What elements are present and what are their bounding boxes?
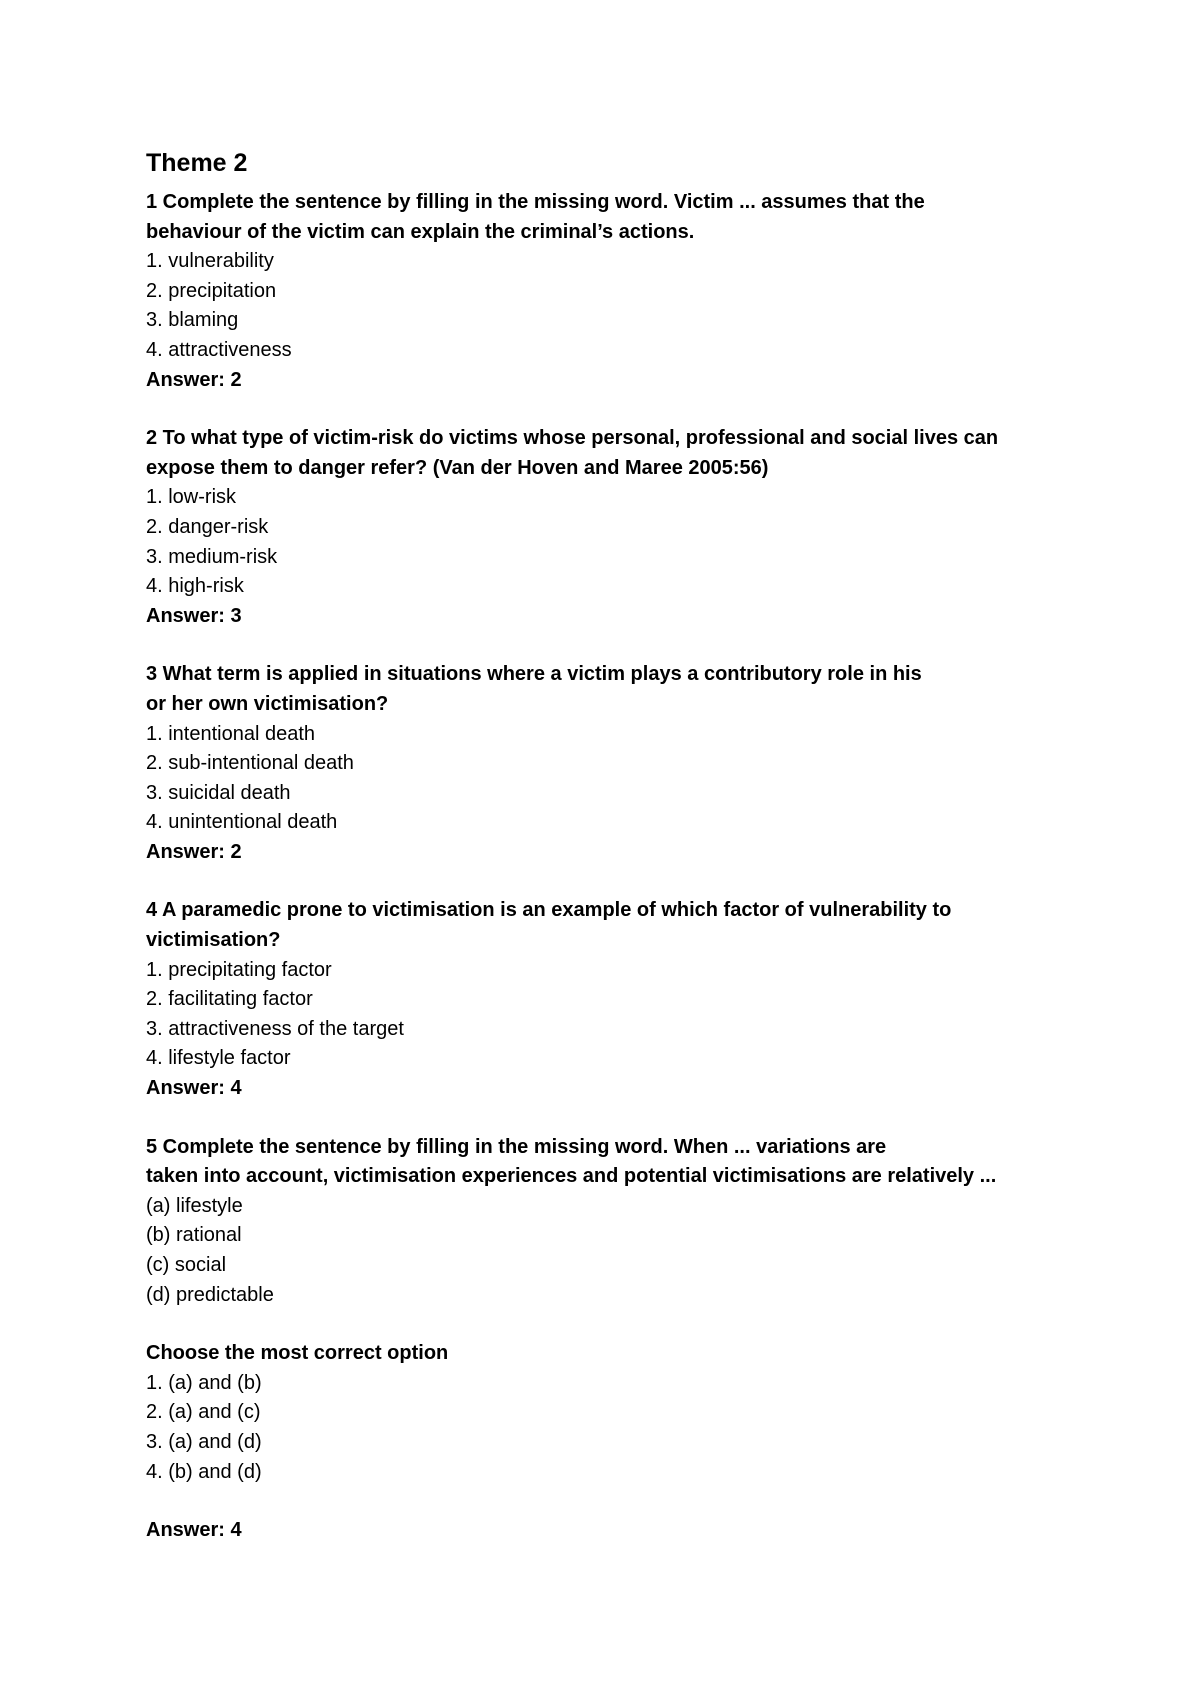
answer-key: Answer: 2 bbox=[146, 368, 242, 391]
statement-item: (b) rational bbox=[146, 1224, 242, 1247]
answer-option: 1. intentional death bbox=[146, 722, 316, 745]
question-stem-line: behaviour of the victim can explain the criminal’s actions. bbox=[146, 220, 695, 243]
answer-option: 3. medium-risk bbox=[146, 545, 278, 568]
answer-key: Answer: 4 bbox=[146, 1077, 242, 1100]
document-page bbox=[146, 146, 1126, 1575]
page-title: Theme 2 bbox=[146, 149, 248, 177]
answer-option: 4. unintentional death bbox=[146, 811, 338, 834]
answer-option: 4. (b) and (d) bbox=[146, 1460, 262, 1483]
question-stem-line: expose them to danger refer? (Van der Hoven and Maree 2005:56) bbox=[146, 456, 769, 479]
question-4 bbox=[146, 896, 1126, 1103]
choose-instruction: Choose the most correct option bbox=[146, 1342, 449, 1365]
statement-item: (d) predictable bbox=[146, 1283, 274, 1306]
statement-item: (c) social bbox=[146, 1254, 227, 1276]
answer-option: 2. danger-risk bbox=[146, 515, 269, 538]
question-3 bbox=[146, 660, 1126, 867]
answer-option: 4. high-risk bbox=[146, 575, 244, 598]
spacer bbox=[146, 1487, 1126, 1516]
question-stem-line: or her own victimisation? bbox=[146, 692, 389, 715]
answer-key: Answer: 4 bbox=[146, 1519, 242, 1542]
answer-option: 3. attractiveness of the target bbox=[146, 1017, 404, 1040]
question-stem-line: 2 To what type of victim-risk do victims whose personal, professional and social lives can bbox=[146, 427, 999, 450]
question-stem-line: taken into account, victimisation experiences and potential victimisations are relatively ... bbox=[146, 1165, 997, 1188]
statement-item: (a) lifestyle bbox=[146, 1194, 243, 1217]
answer-option: 4. attractiveness bbox=[146, 338, 292, 361]
question-stem-line: 5 Complete the sentence by filling in the missing word. When ... variations are bbox=[146, 1135, 887, 1158]
spacer bbox=[146, 1310, 1126, 1339]
answer-option: 2. precipitation bbox=[146, 279, 277, 302]
question-5 bbox=[146, 1133, 1126, 1546]
question-stem-line: 4 A paramedic prone to victimisation is an example of which factor of vulnerability to bbox=[146, 899, 952, 922]
question-2 bbox=[146, 424, 1126, 631]
answer-option: 1. low-risk bbox=[146, 486, 237, 509]
question-stem-line: 3 What term is applied in situations where a victim plays a contributory role in his bbox=[146, 663, 922, 686]
answer-key: Answer: 2 bbox=[146, 840, 242, 863]
answer-option: 4. lifestyle factor bbox=[146, 1047, 291, 1070]
answer-option: 2. (a) and (c) bbox=[146, 1401, 261, 1424]
answer-option: 1. vulnerability bbox=[146, 250, 274, 273]
answer-option: 3. (a) and (d) bbox=[146, 1430, 262, 1453]
question-stem-line: 1 Complete the sentence by filling in the missing word. Victim ... assumes that the bbox=[146, 191, 925, 213]
answer-option: 2. facilitating factor bbox=[146, 988, 313, 1011]
question-stem-line: victimisation? bbox=[146, 929, 281, 952]
answer-option: 3. suicidal death bbox=[146, 781, 291, 804]
answer-key: Answer: 3 bbox=[146, 604, 242, 627]
answer-option: 3. blaming bbox=[146, 309, 239, 332]
answer-option: 1. precipitating factor bbox=[146, 958, 332, 981]
answer-option: 2. sub-intentional death bbox=[146, 752, 354, 775]
question-1 bbox=[146, 188, 1126, 395]
answer-option: 1. (a) and (b) bbox=[146, 1371, 262, 1394]
